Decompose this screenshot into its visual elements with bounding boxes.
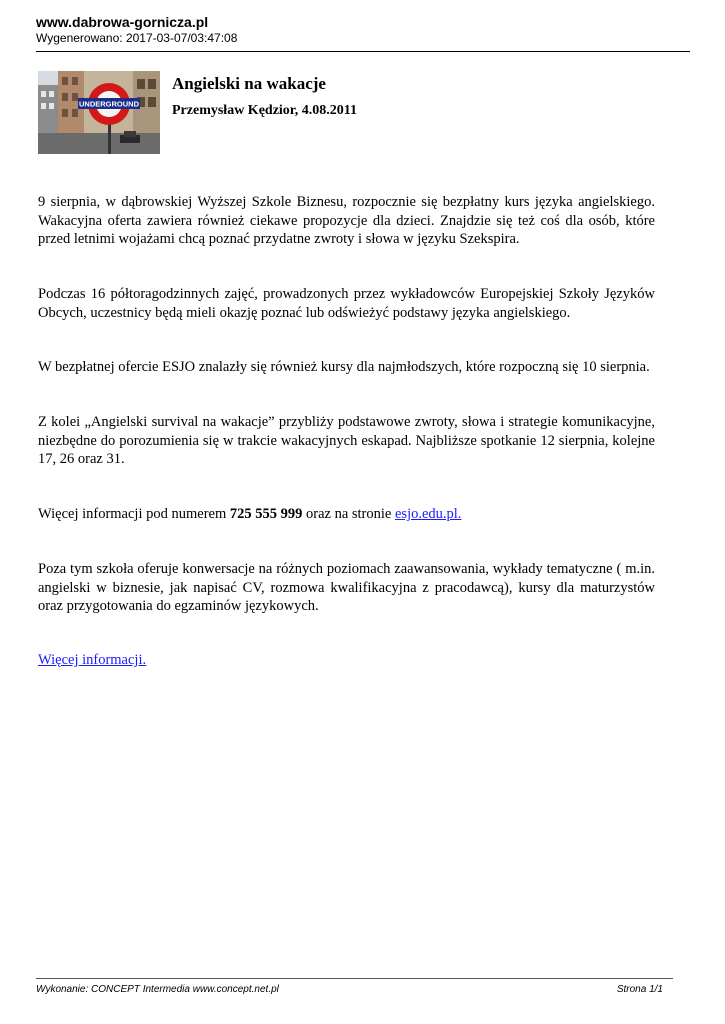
paragraph-2 bbox=[38, 285, 655, 322]
contact-paragraph bbox=[38, 505, 655, 524]
article-title: Angielski na wakacje bbox=[172, 74, 326, 93]
paragraph-text: Podczas 16 półtoragodzinnych zajęć, prowadzonych przez wykładowców Europejskiej Szkoły Języków Obcych, uczestnicy będą mieli okazję poznać lub odświeżyć podstawy języka angielskiego. bbox=[38, 286, 655, 321]
header-divider bbox=[36, 51, 690, 52]
paragraph-1 bbox=[38, 193, 655, 249]
article-thumbnail bbox=[38, 71, 160, 154]
contact-middle: oraz na stronie bbox=[302, 506, 395, 522]
footer-divider bbox=[36, 978, 673, 979]
generated-timestamp: Wygenerowano: 2017-03-07/03:47:08 bbox=[36, 31, 238, 45]
paragraph-text: 9 sierpnia, w dąbrowskiej Wyższej Szkole Biznesu, rozpocznie się bezpłatny kurs języka angielskiego. Wakacyjna oferta zawiera również ciekawe propozycje dla dzieci. Znajdzie się też coś dla osób, które przed letnimi wojażami chcą poznać przydatne zwroty i słowa w języku Szekspira. bbox=[38, 194, 655, 247]
more-info-paragraph bbox=[38, 651, 655, 670]
contact-text bbox=[38, 505, 655, 524]
article-author-date: Przemysław Kędzior, 4.08.2011 bbox=[172, 103, 357, 118]
site-header bbox=[36, 14, 237, 46]
more-info-link[interactable]: Więcej informacji. bbox=[38, 652, 147, 668]
paragraph-3 bbox=[38, 358, 655, 377]
paragraph-4 bbox=[38, 413, 655, 469]
paragraph-5 bbox=[38, 560, 655, 616]
phone-number: 725 555 999 bbox=[229, 506, 303, 522]
paragraph-text: Poza tym szkoła oferuje konwersacje na różnych poziomach zaawansowania, wykłady tematyczne ( m.in. angielski w biznesie, jak napisać CV, rozmowa kwalifikacyjna z pracodawcą), kursy dla maturzystów oraz przygotowania do egzaminów językowych. bbox=[38, 561, 655, 614]
paragraph-text: W bezpłatnej ofercie ESJO znalazły się również kursy dla najmłodszych, które rozpoczną się 10 sierpnia. bbox=[38, 359, 650, 375]
site-url: www.dabrowa-gornicza.pl bbox=[36, 14, 209, 30]
paragraph-text: Z kolei „Angielski survival na wakacje” przybliży podstawowe zwroty, słowa i strategie komunikacyjne, niezbędne do porozumienia się w trakcie wakacyjnych eskapad. Najbliższe spotkanie 12 sierpnia, kolejne 17, 26 oraz 31. bbox=[38, 414, 655, 467]
contact-prefix: Więcej informacji pod numerem bbox=[38, 506, 230, 522]
footer-credit: Wykonanie: CONCEPT Intermedia www.concept.net.pl bbox=[36, 984, 279, 995]
article-header bbox=[38, 71, 668, 155]
esjo-website-link[interactable]: esjo.edu.pl. bbox=[394, 506, 462, 522]
page-number: Strona 1/1 bbox=[616, 984, 663, 995]
underground-sign-photo bbox=[38, 71, 160, 154]
thumbnail-sign-text: UNDERGROUND bbox=[79, 99, 139, 109]
